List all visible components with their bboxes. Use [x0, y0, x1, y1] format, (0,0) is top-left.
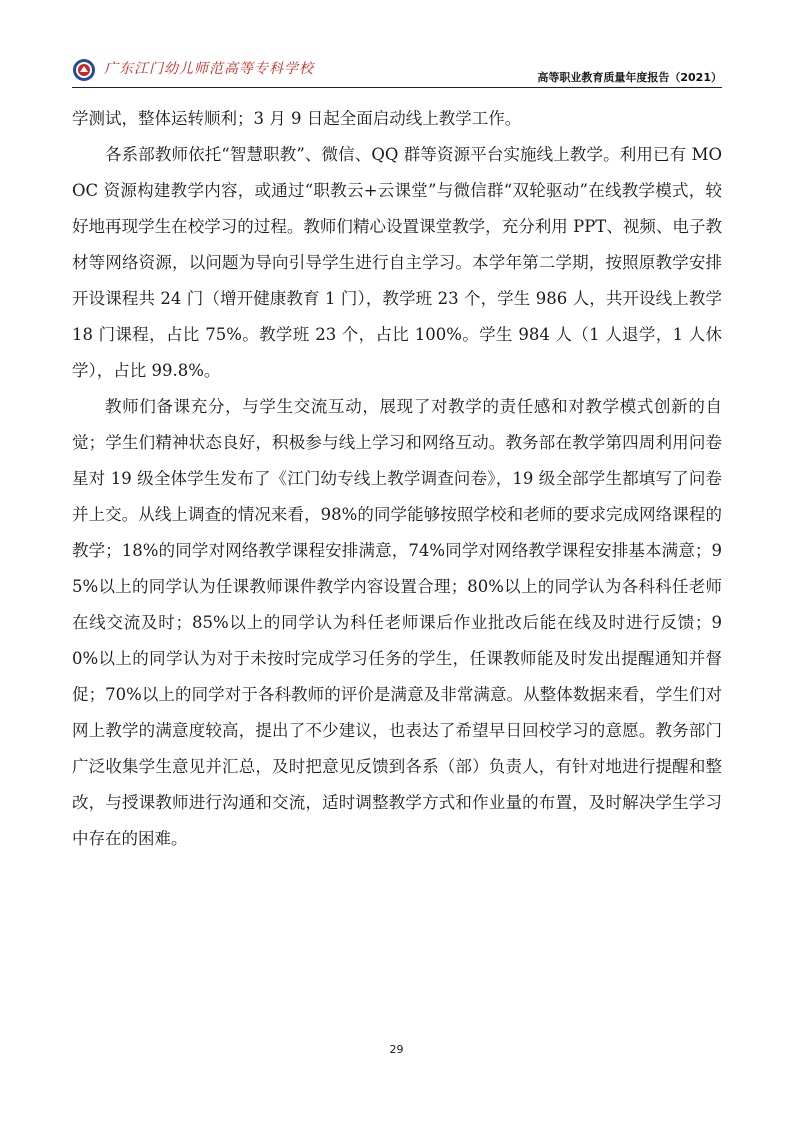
page-header	[72, 52, 722, 88]
page-number: 29	[389, 1043, 404, 1056]
document-body	[72, 101, 722, 857]
paragraph-continued: 学测试，整体运转顺利；3 月 9 日起全面启动线上教学工作。	[72, 109, 522, 128]
school-name-logo: 广东江门幼儿师范高等专科学校	[104, 61, 314, 77]
school-emblem-icon	[72, 58, 96, 82]
paragraph-survey-results: 教师们备课充分，与学生交流互动，展现了对教学的责任感和对教学模式创新的自觉；学生们精神状态良好，积极参与线上学习和网络互动。教务部在教学第四周利用问卷星对 19 级全体学生发布了《江门幼专线上教学调查问卷》，19 级全部学生都填写了问卷并上交。从线上调查的情况来看，98%的同学能够按照学校和老师的要求完成网络课程的教学；18%的同学对网络教学课程安排满意，74%同学对网络教学课程安排基本满意；95%以上的同学认为任课教师课件教学内容设置合理；80%以上的同学认为各科科任老师在线交流及时；85%以上的同学认为科任老师课后作业批改后能在线及时进行反馈；90%以上的同学认为对于未按时完成学习任务的学生，任课教师能及时发出提醒通知并督促；70%以上的同学对于各科教师的评价是满意及非常满意。从整体数据来看，学生们对网上教学的满意度较高，提出了不少建议，也表达了希望早日回校学习的意愿。教务部门广泛收集学生意见并汇总，及时把意见反馈到各系（部）负责人，有针对地进行提醒和整改，与授课教师进行沟通和交流，适时调整教学方式和作业量的布置，及时解决学生学习中存在的困难。	[72, 397, 722, 848]
header-divider	[72, 87, 722, 88]
paragraph-online-teaching: 各系部教师依托“智慧职教”、微信、QQ 群等资源平台实施线上教学。利用已有 MOOC 资源构建教学内容，或通过“职教云+云课堂”与微信群“双轮驱动”在线教学模式，较好地再现学生在校学习的过程。教师们精心设置课堂教学，充分利用 PPT、视频、电子教材等网络资源，以问题为导向引导学生进行自主学习。本学年第二学期，按照原教学安排开设课程共 24 门（增开健康教育 1 门），教学班 23 个，学生 986 人，共开设线上教学 18 门课程，占比 75%。教学班 23 个，占比 100%。学生 984 人（1 人退学，1 人休学），占比 99.8%。	[72, 145, 722, 380]
report-title: 高等职业教育质量年度报告（2021）	[537, 71, 722, 84]
